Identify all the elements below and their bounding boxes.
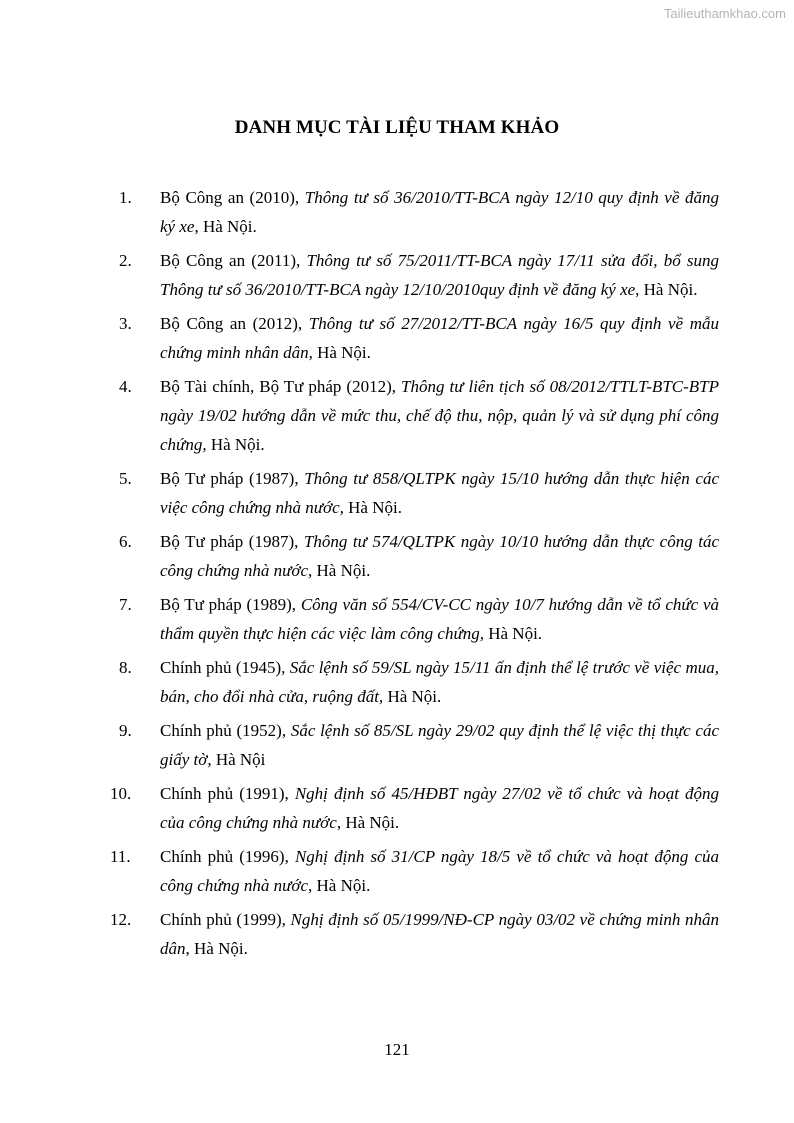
reference-number: 12. (110, 910, 132, 929)
reference-number: 6. (119, 532, 132, 551)
reference-author: Bộ Tư pháp (1987), (160, 532, 304, 551)
reference-item (110, 842, 719, 900)
reference-title: Nghị định số 05/1999/NĐ-CP ngày 03/02 về chứng minh nhân dân (160, 910, 719, 958)
reference-title: Công văn số 554/CV-CC ngày 10/7 hướng dẫn về tổ chức và thẩm quyền thực hiện các việc làm công chứng, (160, 595, 720, 643)
reference-item (119, 653, 719, 711)
reference-number: 7. (119, 595, 132, 614)
reference-tail: , Hà Nội. (185, 939, 248, 958)
reference-author: Bộ Tài chính, Bộ Tư pháp (2012), (160, 377, 402, 396)
reference-author: Chính phủ (1999), (160, 910, 291, 929)
reference-tail: Hà Nội. (483, 624, 543, 643)
reference-item (119, 309, 719, 367)
reference-number: 8. (119, 658, 132, 677)
reference-title: Thông tư số 27/2012/TT-BCA ngày 16/5 quy định về mẫu chứng minh nhân dân, (160, 314, 719, 362)
reference-title: Nghị định số 31/CP ngày 18/5 về tổ chức và hoạt động của công chứng nhà nước (160, 847, 719, 895)
reference-number: 4. (119, 377, 132, 396)
page-number: 121 (384, 1040, 410, 1059)
reference-item (110, 779, 719, 837)
reference-tail: Hà Nội. (343, 498, 402, 517)
reference-title: Thông tư số 75/2011/TT-BCA ngày 17/11 sửa đổi, bổ sung Thông tư số 36/2010/TT-BCA ngày 12/10/2010quy định về đăng ký xe (160, 251, 719, 299)
reference-item (119, 527, 719, 585)
reference-tail: Hà Nội (211, 750, 266, 769)
reference-author: Chính phủ (1996), (160, 847, 295, 866)
reference-number: 11. (110, 847, 131, 866)
reference-number: 3. (119, 314, 132, 333)
reference-tail: Hà Nội. (312, 343, 371, 362)
reference-author: Chính phủ (1952), (160, 721, 291, 740)
reference-number: 1. (119, 188, 132, 207)
reference-item (119, 246, 719, 304)
reference-title: Nghị định số 45/HĐBT ngày 27/02 về tổ chức và hoạt động của công chứng nhà nước (160, 784, 719, 832)
reference-item (119, 183, 719, 241)
page-title: DANH MỤC TÀI LIỆU THAM KHẢO (234, 117, 560, 138)
reference-author: Bộ Tư pháp (1989), (160, 595, 301, 614)
reference-tail: Hà Nội. (383, 687, 442, 706)
reference-title: Thông tư liên tịch số 08/2012/TTLT-BTC-BTP ngày 19/02 hướng dẫn về mức thu, chế độ thu, nộp, quản lý và sử dụng phí công chứng, (160, 377, 719, 454)
reference-list (110, 183, 720, 968)
reference-title: Thông tư số 36/2010/TT-BCA ngày 12/10 quy định về đăng ký xe (160, 188, 720, 236)
watermark-text: Tailieuthamkhao.com (663, 6, 786, 21)
reference-number: 10. (110, 784, 132, 803)
reference-item (119, 716, 719, 774)
reference-author: Chính phủ (1991), (160, 784, 295, 803)
reference-item (119, 590, 719, 648)
reference-number: 9. (119, 721, 132, 740)
reference-title: Sắc lệnh số 85/SL ngày 29/02 quy định thể lệ việc thị thực các giấy tờ, (160, 721, 720, 769)
reference-tail: , Hà Nội. (635, 280, 698, 299)
reference-title: Sắc lệnh số 59/SL ngày 15/11 ấn định thể lệ trước về việc mua, bán, cho đổi nhà cửa, ruộng đất, (160, 658, 719, 706)
reference-author: Bộ Công an (2010), (160, 188, 305, 207)
reference-item (110, 905, 719, 963)
reference-item (119, 372, 719, 459)
reference-author: Bộ Công an (2011), (160, 251, 307, 270)
reference-tail: Hà Nội. (312, 561, 371, 580)
reference-title: Thông tư 858/QLTPK ngày 15/10 hướng dẫn thực hiện các việc công chứng nhà nước, (160, 469, 720, 517)
reference-author: Chính phủ (1945), (160, 658, 290, 677)
reference-author: Bộ Công an (2012), (160, 314, 309, 333)
reference-title: Thông tư 574/QLTPK ngày 10/10 hướng dẫn thực công tác công chứng nhà nước, (160, 532, 719, 580)
reference-number: 2. (119, 251, 132, 270)
reference-number: 5. (119, 469, 132, 488)
reference-tail: , Hà Nội. (194, 217, 257, 236)
reference-author: Bộ Tư pháp (1987), (160, 469, 305, 488)
reference-item (119, 464, 719, 522)
reference-tail: , Hà Nội. (308, 876, 371, 895)
reference-tail: , Hà Nội. (336, 813, 400, 832)
reference-tail: Hà Nội. (206, 435, 265, 454)
